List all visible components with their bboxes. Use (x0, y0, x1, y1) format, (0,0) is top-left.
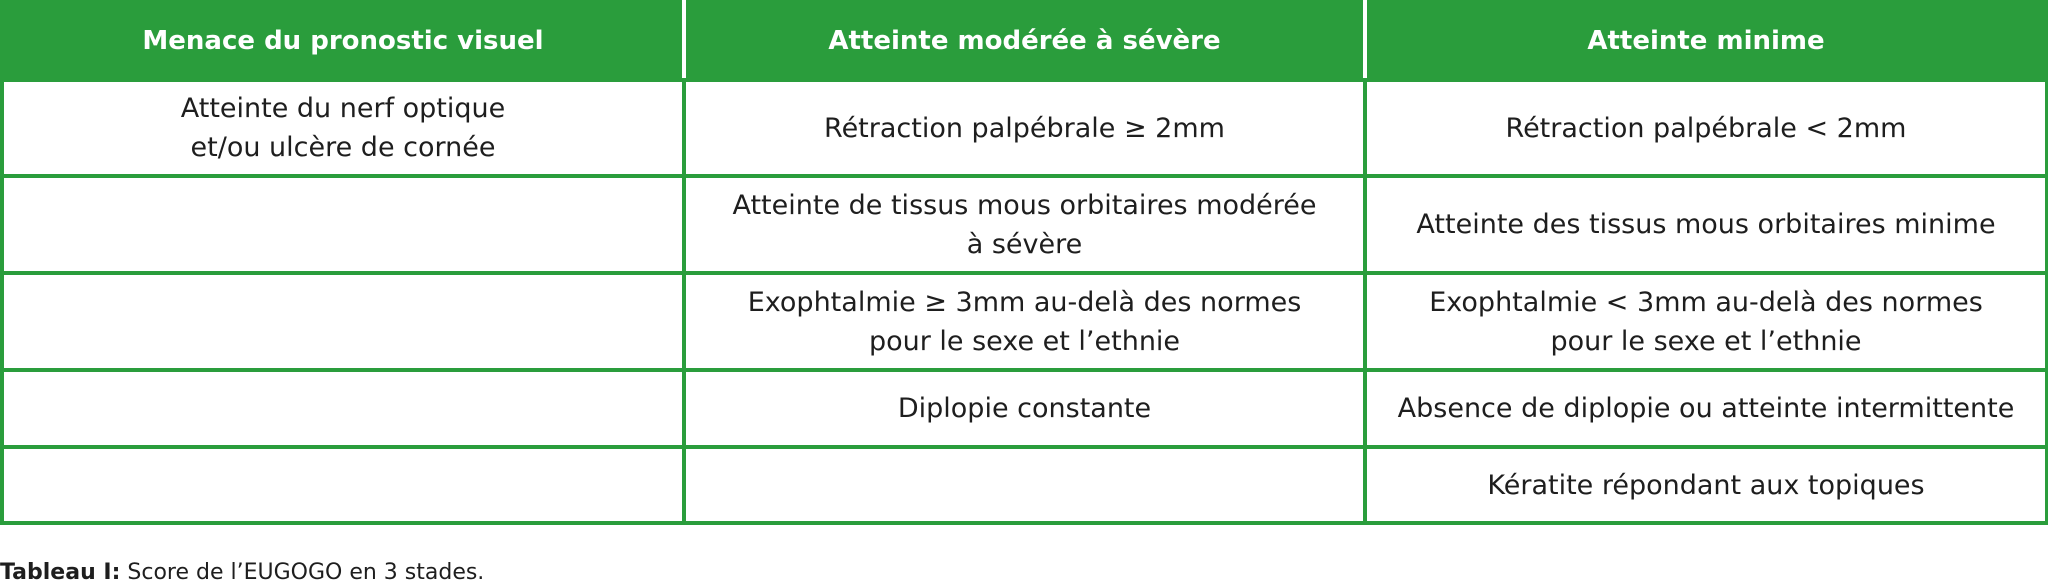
table-cell (2, 370, 684, 447)
table-cell: Kératite répondant aux topiques (1365, 447, 2047, 523)
table-cell: Exophtalmie ≥ 3mm au-delà des normes pour le sexe et l’ethnie (684, 273, 1365, 370)
table-row (2, 370, 2047, 447)
table-cell: Rétraction palpébrale ≥ 2mm (684, 80, 1365, 176)
table-cell: Rétraction palpébrale < 2mm (1365, 80, 2047, 176)
table-row (2, 447, 2047, 523)
table-header-row (2, 2, 2047, 80)
table-cell: Atteinte des tissus mous orbitaires minime (1365, 176, 2047, 273)
table-cell: Atteinte du nerf optique et/ou ulcère de cornée (2, 80, 684, 176)
table-cell (2, 176, 684, 273)
table-cell: Atteinte de tissus mous orbitaires modérée à sévère (684, 176, 1365, 273)
table-cell: Exophtalmie < 3mm au-delà des normes pour le sexe et l’ethnie (1365, 273, 2047, 370)
table-caption (0, 560, 484, 585)
header-moderate-severe: Atteinte modérée à sévère (684, 2, 1365, 80)
table-cell (2, 273, 684, 370)
table-cell: Diplopie constante (684, 370, 1365, 447)
table-row (2, 273, 2047, 370)
table-cell (2, 447, 684, 523)
table-row (2, 176, 2047, 273)
table-row (2, 80, 2047, 176)
header-visual-threat: Menace du pronostic visuel (2, 2, 684, 80)
caption-label: Tableau I: (0, 560, 121, 585)
table-cell: Absence de diplopie ou atteinte intermittente (1365, 370, 2047, 447)
table-cell (684, 447, 1365, 523)
header-minimal: Atteinte minime (1365, 2, 2047, 80)
caption-text: Score de l’EUGOGO en 3 stades. (120, 560, 485, 585)
